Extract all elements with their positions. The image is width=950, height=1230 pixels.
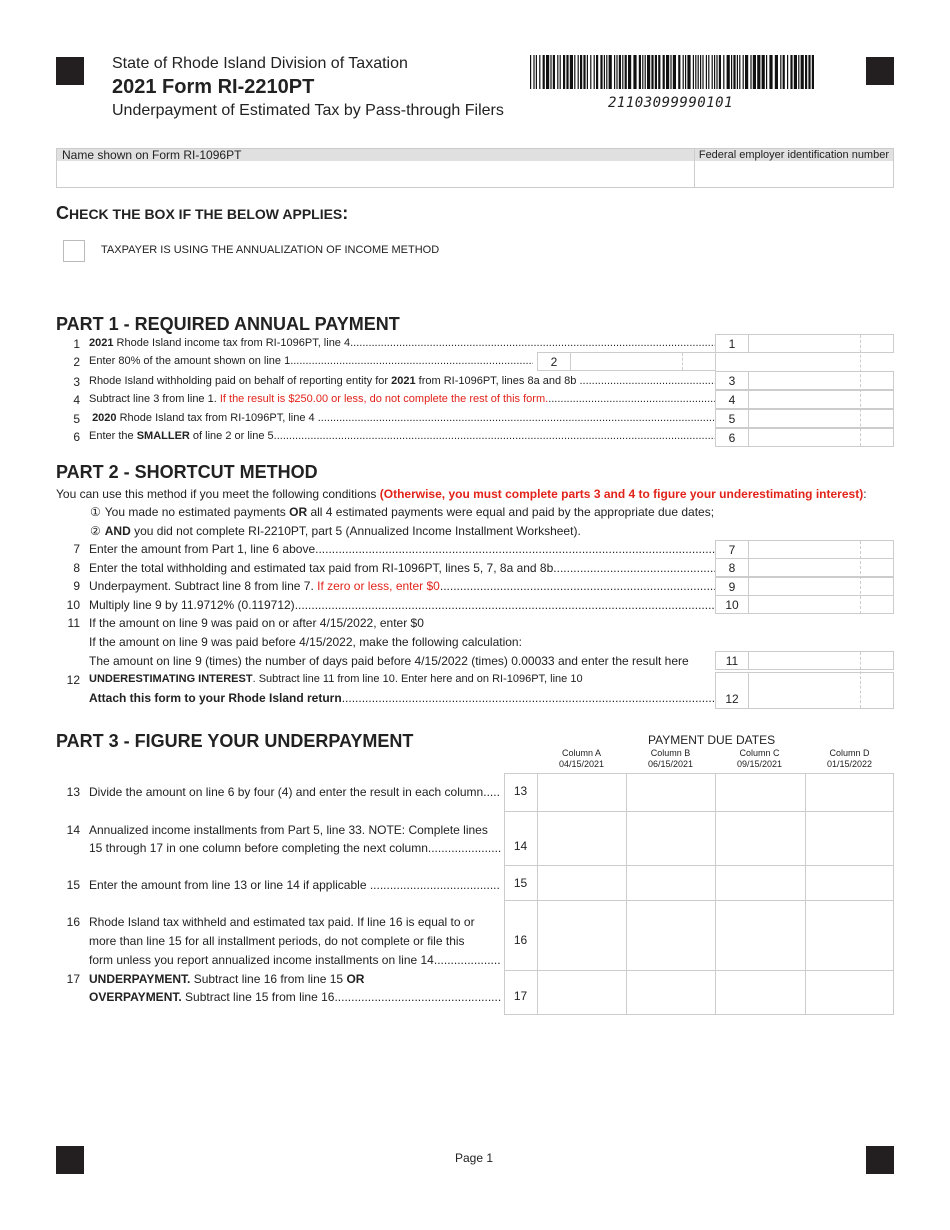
- column-d-header: Column D 01/15/2022: [826, 748, 873, 769]
- line7-amount-field[interactable]: [748, 540, 894, 559]
- line-number-box: 10: [715, 595, 749, 614]
- agency-name: State of Rhode Island Division of Taxation: [112, 55, 408, 72]
- line-number-box: 16: [513, 933, 528, 947]
- line4-amount-field[interactable]: [748, 390, 894, 409]
- part2-intro: You can use this method if you meet the following conditions (Otherwise, you must complete parts 3 and 4 to figure your underestimating interest):: [56, 487, 867, 501]
- registration-mark: [866, 1146, 894, 1174]
- line-number-box: 12: [715, 672, 749, 709]
- name-field[interactable]: [57, 161, 694, 187]
- registration-mark: [866, 57, 894, 85]
- check-section-title: CHECK THE BOX IF THE BELOW APPLIES:: [56, 203, 349, 223]
- payment-due-dates-label: PAYMENT DUE DATES: [648, 733, 776, 747]
- name-label: Name shown on Form RI-1096PT: [62, 148, 242, 162]
- registration-mark: [56, 57, 84, 85]
- form-subtitle: Underpayment of Estimated Tax by Pass-through Filers: [112, 102, 504, 119]
- part2-title: PART 2 - SHORTCUT METHOD: [56, 462, 318, 482]
- line-number-box: 17: [513, 989, 528, 1003]
- line-number-box: 9: [715, 577, 749, 596]
- line-number-box: 4: [715, 390, 749, 409]
- line-number-box: 13: [513, 784, 528, 798]
- column-b-header: Column B 06/15/2021: [647, 748, 694, 769]
- line-number-box: 6: [715, 428, 749, 447]
- line11-amount-field[interactable]: [748, 651, 894, 670]
- page-number: Page 1: [455, 1151, 494, 1165]
- fein-field[interactable]: [695, 161, 893, 187]
- line5-amount-field[interactable]: [748, 409, 894, 428]
- line2-amount-field[interactable]: [570, 352, 716, 371]
- annualization-label: TAXPAYER IS USING THE ANNUALIZATION OF INCOME METHOD: [101, 244, 440, 256]
- grid-lines: [504, 773, 894, 1015]
- part3-title: PART 3 - FIGURE YOUR UNDERPAYMENT: [56, 731, 414, 751]
- column-a-header: Column A 04/15/2021: [558, 748, 605, 769]
- line8-amount-field[interactable]: [748, 558, 894, 577]
- column-c-header: Column C 09/15/2021: [736, 748, 783, 769]
- line1-amount-field[interactable]: [748, 334, 894, 353]
- line6-amount-field[interactable]: [748, 428, 894, 447]
- line-number-box: 1: [715, 334, 749, 353]
- line-number-box: 5: [715, 409, 749, 428]
- annualization-checkbox[interactable]: [63, 240, 85, 262]
- line-number-box: 11: [715, 651, 749, 670]
- line-number-box: 14: [513, 839, 528, 853]
- line-number-box: 8: [715, 558, 749, 577]
- line12-amount-field[interactable]: [748, 672, 894, 709]
- part1-title: PART 1 - REQUIRED ANNUAL PAYMENT: [56, 314, 400, 334]
- line-number-box: 7: [715, 540, 749, 559]
- taxpayer-id-box: [56, 148, 894, 188]
- line9-amount-field[interactable]: [748, 577, 894, 596]
- line-number-box: 3: [715, 371, 749, 390]
- part2-condition-2: ② AND you did not complete RI-2210PT, part 5 (Annualized Income Installment Worksheet).: [90, 524, 581, 538]
- barcode: [530, 55, 816, 89]
- form-title: 2021 Form RI-2210PT: [112, 76, 315, 98]
- line-number-box: 15: [513, 876, 528, 890]
- part2-condition-1: ① You made no estimated payments OR all 4 estimated payments were equal and paid by the appropriate due dates;: [90, 505, 715, 519]
- line10-amount-field[interactable]: [748, 595, 894, 614]
- line-number-box: 2: [537, 352, 571, 371]
- fein-label: Federal employer identification number: [698, 149, 889, 161]
- registration-mark: [56, 1146, 84, 1174]
- barcode-number: 21103099990101: [608, 95, 734, 111]
- line3-amount-field[interactable]: [748, 371, 894, 390]
- underpayment-grid: [504, 773, 894, 1015]
